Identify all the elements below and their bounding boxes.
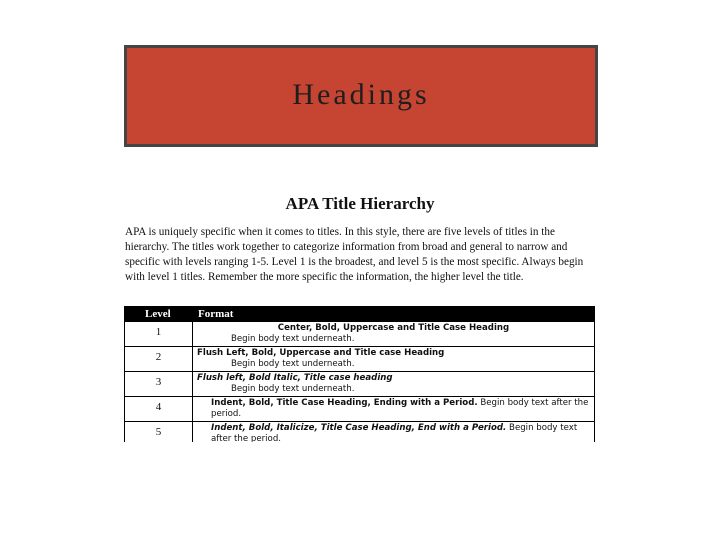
- format-text: Flush Left, Bold, Uppercase and Title case Heading: [197, 348, 445, 358]
- level-number: 4: [125, 397, 193, 421]
- format-line: [197, 398, 590, 420]
- format-body-note: Begin body text after the period.: [211, 423, 578, 442]
- format-body-note: Begin body text underneath.: [231, 359, 355, 369]
- format-body-note: Begin body text after the period.: [211, 398, 589, 419]
- table-row: [125, 421, 594, 442]
- format-body-note: Begin body text underneath.: [231, 384, 355, 394]
- format-text: Indent, Bold, Italicize, Title Case Heading, End with a Period.: [211, 423, 507, 433]
- table-row: [125, 346, 594, 371]
- table-row: [125, 371, 594, 396]
- format-cell: [193, 372, 594, 396]
- apa-document-image: [88, 180, 632, 442]
- format-cell: [193, 322, 594, 346]
- format-cell: [193, 347, 594, 371]
- level-number: 5: [125, 422, 193, 442]
- format-text: Flush left, Bold Italic, Title case heading: [197, 373, 393, 383]
- table-row: [125, 321, 594, 346]
- level-number: 3: [125, 372, 193, 396]
- format-cell: [193, 397, 594, 421]
- document-heading: APA Title Hierarchy: [285, 194, 435, 213]
- format-line: [197, 423, 590, 442]
- document-paragraph: APA is uniquely specific when it comes to titles. In this style, there are five levels of titles in the hierarchy. The titles work together to categorize information from broad and general to narrow and specific with levels ranging 1-5. Level 1 is the broadest, and level 5 is the most specific. Always begin with level 1 titles. Remember the more specific the information, the higher level the title.: [125, 226, 584, 283]
- format-cell: [193, 422, 594, 442]
- slide-title: Headings: [292, 78, 430, 111]
- title-banner: [124, 45, 598, 147]
- header-level: Level: [145, 308, 171, 320]
- level-number: 1: [125, 322, 193, 346]
- format-text: Center, Bold, Uppercase and Title Case Heading: [277, 323, 510, 333]
- header-format: Format: [198, 308, 234, 320]
- table-header: [125, 307, 594, 321]
- format-body-note: Begin body text underneath.: [231, 334, 355, 344]
- table-row: [125, 396, 594, 421]
- hierarchy-table: [124, 306, 595, 442]
- format-text: Indent, Bold, Title Case Heading, Ending with a Period.: [211, 398, 478, 408]
- level-number: 2: [125, 347, 193, 371]
